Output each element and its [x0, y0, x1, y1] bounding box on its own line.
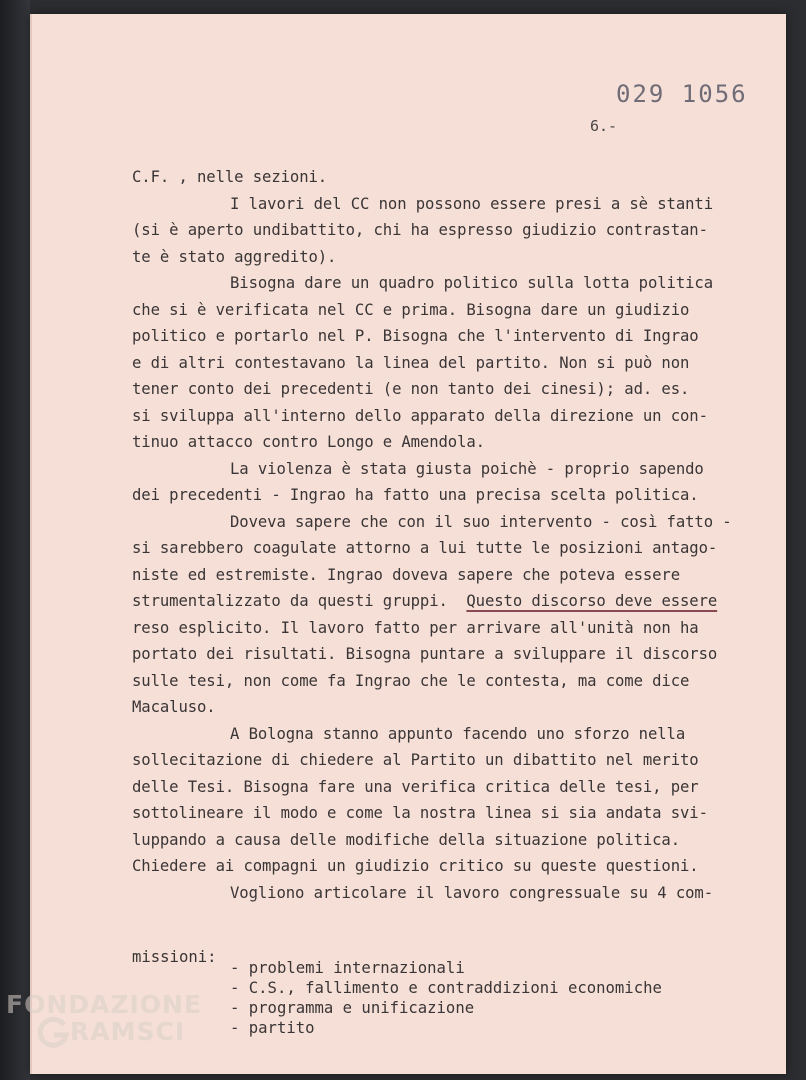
gramsci-g-logo-icon: [36, 1016, 70, 1050]
text-line: tinuo attacco contro Longo e Amendola.: [132, 433, 485, 451]
underlined-phrase: Questo discorso deve essere: [466, 592, 718, 610]
text-line: sottolineare il modo e come la nostra linea si sia andata svi-: [132, 804, 708, 822]
text-line: te è stato aggredito).: [132, 247, 337, 266]
text-line: e di altri contestavano la linea del partito. Non si può non: [132, 353, 690, 372]
document-body: [132, 164, 772, 906]
text-line: niste ed estremiste. Ingrao doveva sapere che poteva essere: [132, 565, 681, 584]
text-line: luppando a causa delle modifiche della situazione politica.: [132, 830, 681, 849]
text-line: politico e portarlo nel P. Bisogna che l'intervento di Ingrao: [132, 327, 699, 345]
archive-number: 029 1056: [616, 80, 748, 108]
page-number: 6.-: [590, 117, 618, 135]
text-line: I lavori del CC non possono essere presi a sè stanti: [230, 194, 713, 213]
text-line: A Bologna stanno appunto facendo uno sforzo nella: [230, 724, 686, 743]
text-line: reso esplicito. Il lavoro fatto per arrivare all'unità non ha: [132, 618, 699, 637]
scanner-backdrop: [0, 0, 30, 1080]
watermark-line-1: FONDAZIONE: [6, 990, 203, 1019]
text-line: tener conto dei precedenti (e non tanto dei cinesi); ad. es.: [132, 380, 690, 398]
list-item: - C.S., fallimento e contraddizioni economiche: [230, 979, 662, 997]
list-item: - programma e unificazione: [230, 999, 475, 1017]
watermark-line-2: RAMSCI: [70, 1017, 186, 1046]
text-line: (si è aperto undibattito, chi ha espresso giudizio contrastan-: [132, 221, 708, 239]
text-line: sulle tesi, non come fa Ingrao che le contesta, ma come dice: [132, 671, 690, 690]
text-line: delle Tesi. Bisogna fare una verifica critica delle tesi, per: [132, 777, 699, 796]
text-line: sollecitazione di chiedere al Partito un dibattito nel merito: [132, 751, 699, 769]
text-line: C.F. , nelle sezioni.: [132, 168, 328, 186]
document-page: [30, 14, 786, 1074]
commissions-lead: missioni:: [132, 948, 217, 966]
text-line: Chiedere ai compagni un giudizio critico su queste questioni.: [132, 857, 699, 875]
list-item: - problemi internazionali: [230, 959, 465, 977]
text-line: Macaluso.: [132, 698, 216, 716]
text-line: si sviluppa all'interno dello apparato della direzione un con-: [132, 406, 708, 425]
text-line-with-underline: [132, 588, 772, 615]
list-item: - partito: [230, 1019, 315, 1037]
text-line: Doveva sapere che con il suo intervento - così fatto -: [230, 512, 732, 531]
text-line: Vogliono articolare il lavoro congressuale su 4 com-: [230, 883, 713, 902]
text-line: che si è verificata nel CC e prima. Bisogna dare un giudizio: [132, 300, 690, 319]
text-line: portato dei risultati. Bisogna puntare a sviluppare il discorso: [132, 645, 718, 663]
text-segment: strumentalizzato da questi gruppi.: [132, 592, 448, 610]
text-line: si sarebbero coagulate attorno a lui tutte le posizioni antago-: [132, 539, 718, 557]
text-line: La violenza è stata giusta poichè - proprio sapendo: [230, 459, 704, 478]
commissions-list: [230, 958, 662, 1038]
text-line: dei precedenti - Ingrao ha fatto una precisa scelta politica.: [132, 486, 699, 504]
fondazione-gramsci-watermark: [6, 992, 202, 1044]
text-line: Bisogna dare un quadro politico sulla lotta politica: [230, 274, 713, 292]
